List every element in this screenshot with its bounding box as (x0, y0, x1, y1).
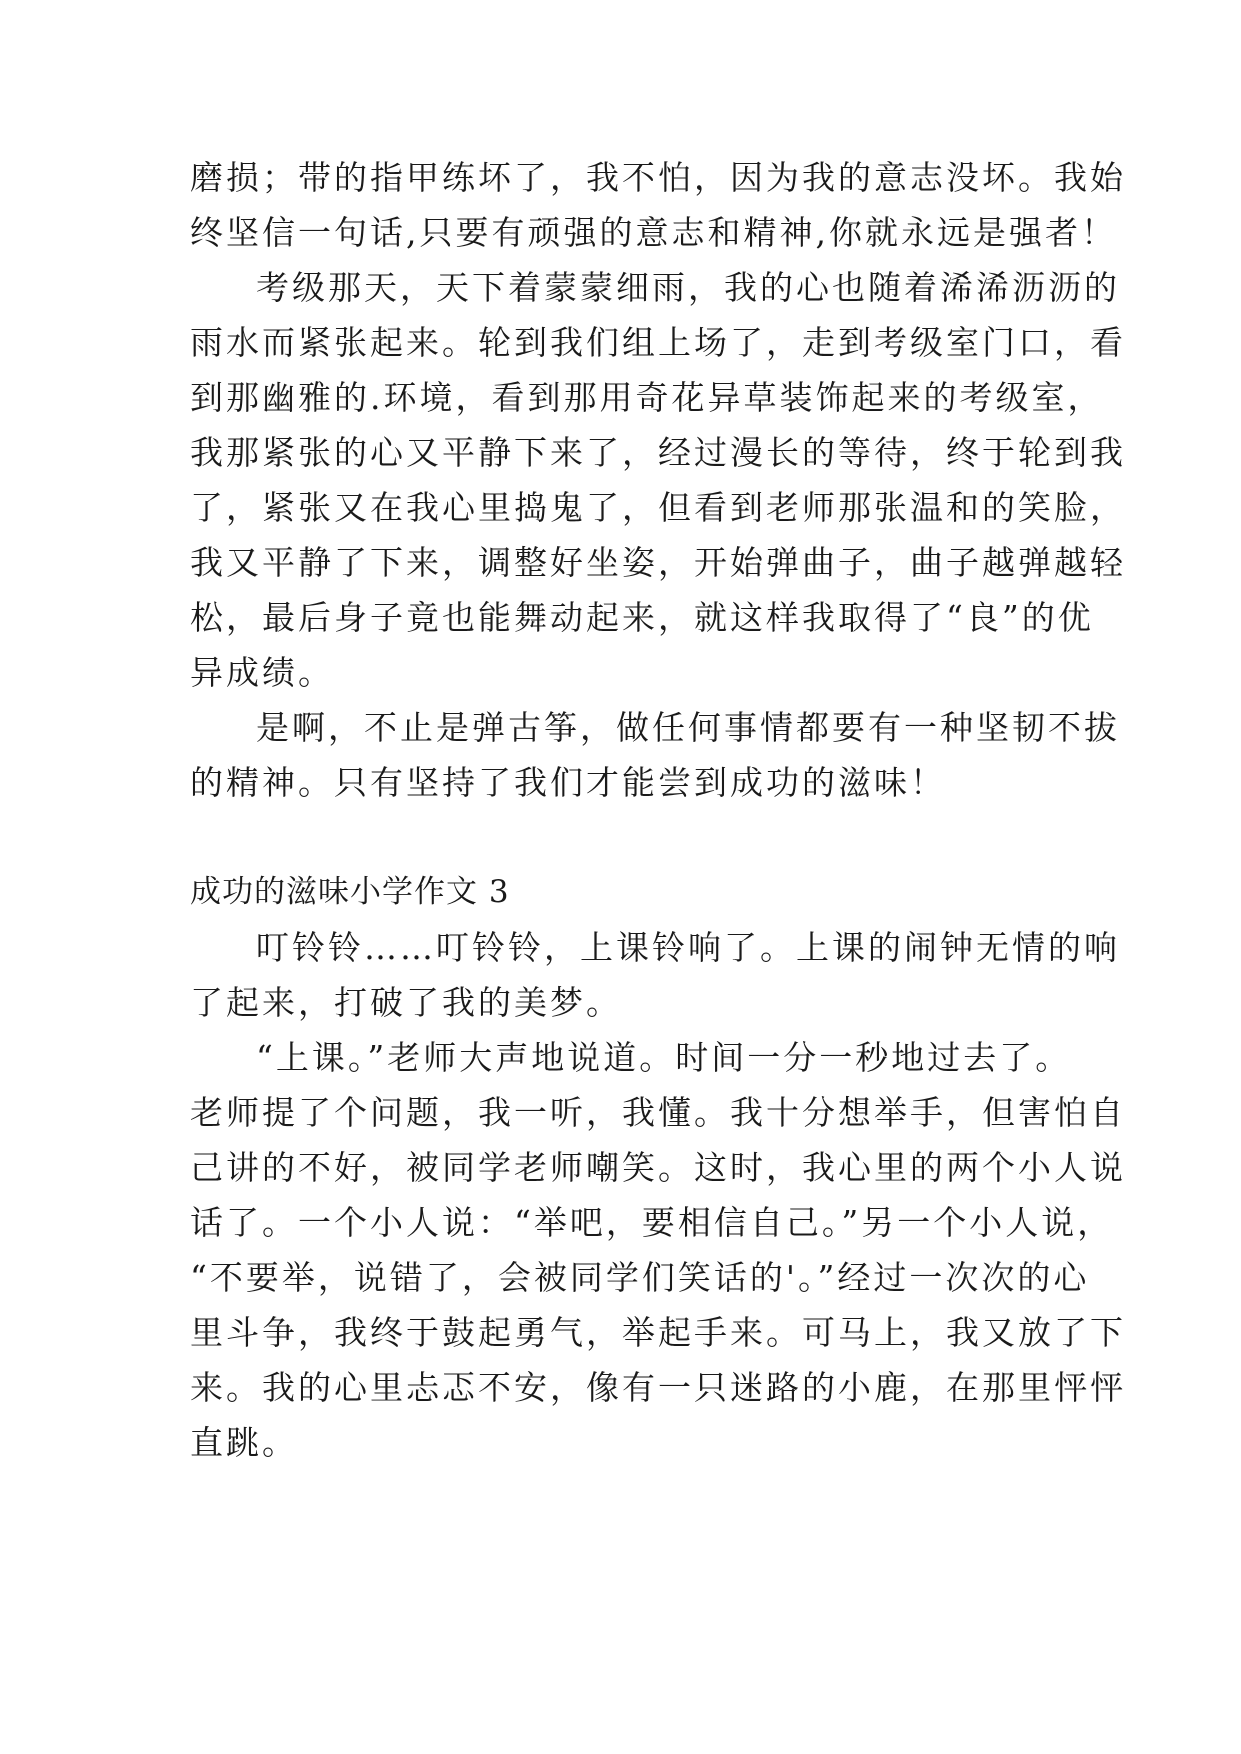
text-line: 异成绩。 (190, 653, 334, 692)
spacer (190, 810, 1060, 865)
text-line: 考级那天，天下着蒙蒙细雨，我的心也随着浠浠沥沥的 (256, 268, 1120, 307)
text-line: 是啊，不止是弹古筝，做任何事情都要有一种坚韧不拔 (256, 708, 1120, 747)
text-line: 我又平静了下来，调整好坐姿，开始弹曲子，曲子越弹越轻 (190, 543, 1126, 582)
paragraph (190, 700, 1120, 810)
section-heading: 成功的滋味小学作文 3 (190, 874, 510, 910)
paragraph (190, 920, 1120, 1030)
text-line: 叮铃铃……叮铃铃，上课铃响了。上课的闹钟无情的响 (256, 928, 1120, 967)
text-line: 到那幽雅的.环境，看到那用奇花异草装饰起来的考级室， (190, 378, 1104, 417)
text-line: 己讲的不好，被同学老师嘲笑。这时，我心里的两个小人说 (190, 1148, 1126, 1187)
text-line: 雨水而紧张起来。轮到我们组上场了，走到考级室门口，看 (190, 323, 1126, 362)
text-line: “不要举，说错了，会被同学们笑话的'。”经过一次次的心 (190, 1258, 1090, 1297)
text-line: “上课。”老师大声地说道。时间一分一秒地过去了。 (256, 1038, 1072, 1077)
text-line: 直跳。 (190, 1423, 298, 1462)
text-line: 松，最后身子竟也能舞动起来，就这样我取得了“良”的优 (190, 598, 1094, 637)
document-page (190, 150, 1126, 1470)
text-line: 磨损；带的指甲练坏了，我不怕，因为我的意志没坏。我始 (190, 158, 1126, 197)
paragraph (190, 260, 1126, 700)
text-line: 了起来，打破了我的美梦。 (190, 983, 622, 1022)
text-line: 来。我的心里忐忑不安，像有一只迷路的小鹿，在那里怦怦 (190, 1368, 1126, 1407)
paragraph (190, 150, 1126, 260)
text-line: 我那紧张的心又平静下来了，经过漫长的等待，终于轮到我 (190, 433, 1126, 472)
text-line: 终坚信一句话,只要有顽强的意志和精神,你就永远是强者！ (190, 213, 1117, 252)
text-line: 里斗争，我终于鼓起勇气，举起手来。可马上，我又放了下 (190, 1313, 1126, 1352)
text-line: 了，紧张又在我心里捣鬼了，但看到老师那张温和的笑脸， (190, 488, 1126, 527)
text-line: 的精神。只有坚持了我们才能尝到成功的滋味！ (190, 763, 946, 802)
text-line: 话了。一个小人说：“举吧，要相信自己。”另一个小人说， (190, 1203, 1114, 1242)
paragraph (190, 1030, 1126, 1470)
text-line: 老师提了个问题，我一听，我懂。我十分想举手，但害怕自 (190, 1093, 1126, 1132)
